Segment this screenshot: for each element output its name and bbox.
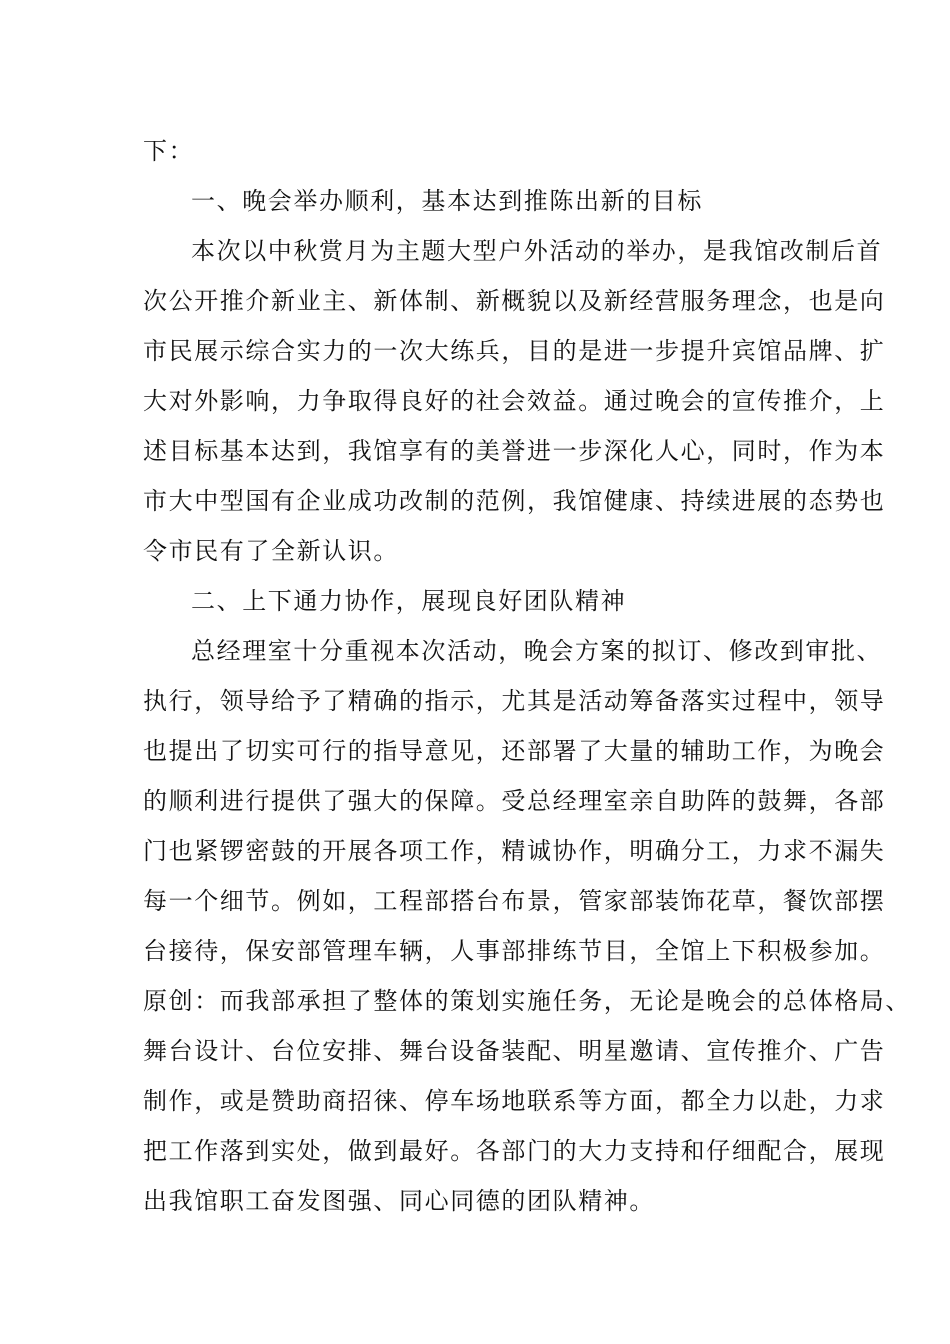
section-heading-1: 一、晚会举办顺利，基本达到推陈出新的目标 [191,187,703,215]
text-line: 舞台设计、台位安排、舞台设备装配、明星邀请、宣传推介、广告 [143,1037,886,1065]
text-line: 每一个细节。例如，工程部搭台布景，管家部装饰花草，餐饮部摆 [143,887,886,915]
text-line: 也提出了切实可行的指导意见，还部署了大量的辅助工作，为晚会 [143,737,886,765]
text-line: 的顺利进行提供了强大的保障。受总经理室亲自助阵的鼓舞，各部 [143,787,886,815]
text-line: 述目标基本达到，我馆享有的美誉进一步深化人心，同时，作为本 [143,437,886,465]
text-line: 出我馆职工奋发图强、同心同德的团队精神。 [143,1187,655,1215]
text-line: 次公开推介新业主、新体制、新概貌以及新经营服务理念，也是向 [143,287,886,315]
text-line: 门也紧锣密鼓的开展各项工作，精诚协作，明确分工，力求不漏失 [143,837,886,865]
text-line: 原创：而我部承担了整体的策划实施任务，无论是晚会的总体格局、 [143,987,911,1015]
text-line: 大对外影响，力争取得良好的社会效益。通过晚会的宣传推介，上 [143,387,886,415]
text-line: 把工作落到实处，做到最好。各部门的大力支持和仔细配合，展现 [143,1137,886,1165]
text-line: 市民展示综合实力的一次大练兵，目的是进一步提升宾馆品牌、扩 [143,337,886,365]
paragraph-first-line: 总经理室十分重视本次活动，晚会方案的拟订、修改到审批、 [191,637,883,665]
text-line: 台接待，保安部管理车辆，人事部排练节目，全馆上下积极参加。 [143,937,886,965]
section-heading-2: 二、上下通力协作，展现良好团队精神 [191,587,627,615]
text-line: 令市民有了全新认识。 [143,537,399,565]
text-line: 下： [143,137,195,165]
text-line: 市大中型国有企业成功改制的范例，我馆健康、持续进展的态势也 [143,487,886,515]
text-line: 执行，领导给予了精确的指示，尤其是活动筹备落实过程中，领导 [143,687,886,715]
text-line: 制作，或是赞助商招徕、停车场地联系等方面，都全力以赴，力求 [143,1087,886,1115]
paragraph-first-line: 本次以中秋赏月为主题大型户外活动的举办，是我馆改制后首 [191,237,883,265]
